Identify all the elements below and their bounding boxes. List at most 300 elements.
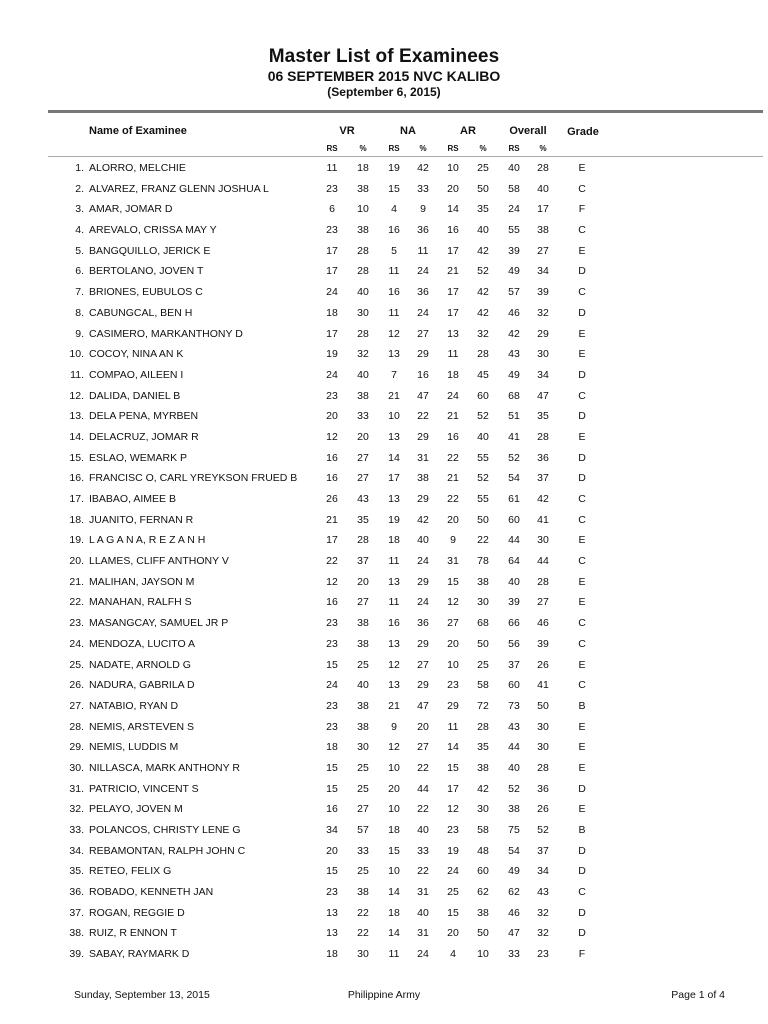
row-number: 35.	[69, 865, 84, 878]
cell-grade: E	[578, 761, 586, 774]
cell-na-rs: 19	[388, 513, 400, 526]
cell-vr-pct: 28	[357, 327, 369, 340]
cell-grade: E	[578, 575, 586, 588]
cell-ov-rs: 39	[508, 244, 520, 257]
cell-grade: D	[578, 451, 586, 464]
cell-ar-pct: 38	[477, 575, 489, 588]
examinee-name: DELA PENA, MYRBEN	[89, 410, 199, 423]
cell-vr-pct: 27	[357, 596, 369, 609]
cell-vr-rs: 34	[326, 824, 338, 836]
cell-vr-pct: 28	[357, 534, 369, 547]
cell-na-pct: 27	[417, 741, 429, 754]
cell-ar-rs: 10	[447, 162, 459, 174]
cell-ar-pct: 45	[477, 368, 489, 381]
row-number: 21.	[69, 575, 84, 588]
footer-page-number: Page 1 of 4	[671, 989, 725, 1001]
cell-ar-rs: 25	[447, 886, 459, 899]
cell-ar-rs: 20	[447, 182, 459, 195]
col-header-name: Name of Examinee	[89, 125, 187, 137]
cell-ar-rs: 21	[447, 265, 459, 278]
cell-ov-rs: 55	[508, 224, 520, 237]
cell-ar-rs: 12	[447, 596, 459, 609]
cell-vr-rs: 23	[326, 886, 338, 899]
cell-ov-pct: 27	[537, 244, 549, 257]
cell-ar-pct: 40	[477, 430, 489, 443]
cell-ar-rs: 31	[447, 555, 459, 568]
cell-ov-pct: 50	[537, 699, 549, 712]
cell-na-rs: 12	[388, 658, 400, 671]
examinee-name: POLANCOS, CHRISTY LENE G	[89, 824, 241, 836]
examinee-name: NILLASCA, MARK ANTHONY R	[89, 761, 240, 774]
examinee-name: RUIZ, R ENNON T	[89, 927, 177, 940]
cell-vr-pct: 38	[357, 699, 369, 712]
examinee-name: BRIONES, EUBULOS C	[89, 286, 203, 299]
col-sub-ov-pct: %	[539, 144, 547, 153]
cell-ar-rs: 15	[447, 575, 459, 588]
examinee-name: BERTOLANO, JOVEN T	[89, 265, 204, 278]
cell-na-rs: 4	[391, 203, 397, 216]
cell-ov-rs: 64	[508, 555, 520, 568]
footer-organization: Philippine Army	[347, 989, 421, 1001]
cell-na-pct: 24	[417, 596, 429, 609]
cell-vr-rs: 15	[326, 658, 338, 671]
cell-grade: E	[578, 596, 586, 609]
row-number: 17.	[69, 493, 84, 505]
cell-ar-rs: 24	[447, 865, 459, 878]
cell-na-rs: 13	[388, 679, 400, 692]
cell-ov-rs: 47	[508, 927, 520, 940]
col-sub-na-pct: %	[419, 144, 427, 153]
cell-na-rs: 15	[388, 182, 400, 195]
cell-ov-pct: 47	[537, 389, 549, 402]
examinee-name: COMPAO, AILEEN I	[89, 368, 184, 381]
cell-grade: E	[578, 348, 586, 361]
cell-vr-pct: 38	[357, 637, 369, 650]
cell-ar-pct: 60	[477, 865, 489, 878]
cell-na-pct: 22	[417, 803, 429, 816]
examinee-name: DELACRUZ, JOMAR R	[89, 430, 199, 443]
cell-ar-pct: 30	[477, 803, 489, 816]
cell-ov-pct: 32	[537, 306, 549, 319]
table-row	[0, 862, 768, 883]
cell-vr-pct: 38	[357, 617, 369, 630]
cell-ov-rs: 43	[508, 720, 520, 733]
cell-na-pct: 24	[417, 948, 429, 961]
cell-ov-rs: 52	[508, 451, 520, 464]
cell-vr-pct: 40	[357, 368, 369, 381]
cell-ov-rs: 39	[508, 596, 520, 609]
cell-na-pct: 29	[417, 575, 429, 588]
cell-ov-rs: 73	[508, 699, 520, 712]
cell-na-pct: 36	[417, 224, 429, 237]
cell-ov-rs: 40	[508, 761, 520, 774]
cell-ar-pct: 22	[477, 534, 489, 547]
cell-ar-pct: 25	[477, 162, 489, 174]
cell-ar-rs: 23	[447, 824, 459, 836]
col-sub-vr-rs: RS	[326, 144, 338, 153]
cell-ov-rs: 44	[508, 741, 520, 754]
cell-ar-rs: 10	[447, 658, 459, 671]
cell-grade: B	[578, 699, 586, 712]
footer-date: Sunday, September 13, 2015	[74, 989, 210, 1001]
examinee-name: PELAYO, JOVEN M	[89, 803, 183, 816]
examinee-name: RETEO, FELIX G	[89, 865, 172, 878]
cell-na-rs: 14	[388, 886, 400, 899]
cell-ar-pct: 30	[477, 596, 489, 609]
row-number: 13.	[69, 410, 84, 423]
cell-vr-rs: 23	[326, 224, 338, 237]
cell-na-pct: 31	[417, 451, 429, 464]
row-number: 36.	[69, 886, 84, 899]
cell-vr-pct: 33	[357, 844, 369, 857]
cell-vr-rs: 23	[326, 699, 338, 712]
cell-na-pct: 9	[420, 203, 426, 216]
cell-ov-pct: 28	[537, 761, 549, 774]
cell-ar-rs: 20	[447, 637, 459, 650]
cell-ov-rs: 49	[508, 865, 520, 878]
row-number: 28.	[69, 720, 84, 733]
cell-vr-pct: 28	[357, 265, 369, 278]
cell-ar-pct: 50	[477, 927, 489, 940]
cell-ov-pct: 39	[537, 286, 549, 299]
cell-na-pct: 33	[417, 844, 429, 857]
row-number: 2.	[75, 182, 84, 195]
col-sub-ar-rs: RS	[447, 144, 459, 153]
cell-grade: C	[578, 224, 586, 237]
cell-na-pct: 47	[417, 389, 429, 402]
cell-vr-rs: 16	[326, 451, 338, 464]
col-sub-ar-pct: %	[479, 144, 487, 153]
col-sub-ov-rs: RS	[508, 144, 520, 153]
examinee-name: NADURA, GABRILA D	[89, 679, 195, 692]
examinee-name: COCOY, NINA AN K	[89, 348, 184, 361]
table-row	[0, 180, 768, 201]
examinee-name: ALORRO, MELCHIE	[89, 162, 186, 174]
cell-ov-pct: 26	[537, 658, 549, 671]
cell-ov-rs: 60	[508, 679, 520, 692]
table-header-divider	[48, 156, 763, 157]
cell-na-pct: 22	[417, 761, 429, 774]
cell-ar-rs: 14	[447, 203, 459, 216]
cell-na-pct: 36	[417, 617, 429, 630]
cell-vr-rs: 24	[326, 368, 338, 381]
cell-na-rs: 13	[388, 575, 400, 588]
table-row	[0, 676, 768, 697]
cell-na-pct: 24	[417, 306, 429, 319]
cell-vr-pct: 43	[357, 493, 369, 505]
cell-ar-rs: 17	[447, 782, 459, 795]
row-number: 8.	[75, 306, 84, 319]
table-row	[0, 304, 768, 325]
cell-vr-rs: 13	[326, 927, 338, 940]
cell-grade: E	[578, 534, 586, 547]
row-number: 37.	[69, 906, 84, 919]
cell-ar-pct: 40	[477, 224, 489, 237]
cell-ar-rs: 22	[447, 493, 459, 505]
cell-ar-pct: 42	[477, 244, 489, 257]
cell-na-pct: 33	[417, 182, 429, 195]
cell-ar-pct: 55	[477, 451, 489, 464]
examinee-name: ESLAO, WEMARK P	[89, 451, 188, 464]
cell-grade: C	[578, 886, 586, 899]
table-row	[0, 469, 768, 490]
cell-grade: E	[578, 720, 586, 733]
cell-ar-pct: 32	[477, 327, 489, 340]
cell-ar-pct: 42	[477, 782, 489, 795]
row-number: 32.	[69, 803, 84, 816]
cell-ov-pct: 39	[537, 637, 549, 650]
cell-grade: E	[578, 658, 586, 671]
cell-na-pct: 24	[417, 265, 429, 278]
cell-ov-pct: 44	[537, 555, 549, 568]
row-number: 4.	[75, 224, 84, 237]
cell-ov-rs: 54	[508, 472, 520, 485]
cell-vr-rs: 17	[326, 265, 338, 278]
cell-vr-rs: 18	[326, 741, 338, 754]
cell-vr-rs: 16	[326, 472, 338, 485]
table-row	[0, 366, 768, 387]
examinee-name: L A G A N A, R E Z A N H	[89, 534, 206, 547]
row-number: 18.	[69, 513, 84, 526]
cell-na-rs: 11	[388, 948, 400, 961]
cell-ov-pct: 34	[537, 368, 549, 381]
cell-grade: D	[578, 906, 586, 919]
examinee-name: AMAR, JOMAR D	[89, 203, 173, 216]
cell-vr-rs: 20	[326, 844, 338, 857]
row-number: 34.	[69, 844, 84, 857]
table-row	[0, 159, 768, 180]
table-row	[0, 345, 768, 366]
cell-na-pct: 11	[417, 244, 429, 257]
cell-ov-rs: 43	[508, 348, 520, 361]
cell-ar-rs: 17	[447, 286, 459, 299]
row-number: 19.	[69, 534, 84, 547]
cell-ar-rs: 24	[447, 389, 459, 402]
row-number: 15.	[69, 451, 84, 464]
table-row	[0, 325, 768, 346]
cell-ar-rs: 20	[447, 927, 459, 940]
cell-na-rs: 18	[388, 906, 400, 919]
cell-ar-rs: 17	[447, 244, 459, 257]
examinee-name: SABAY, RAYMARK D	[89, 948, 190, 961]
cell-ov-rs: 75	[508, 824, 520, 836]
row-number: 7.	[75, 286, 84, 299]
cell-vr-rs: 16	[326, 803, 338, 816]
cell-vr-pct: 25	[357, 782, 369, 795]
cell-grade: D	[578, 368, 586, 381]
cell-ar-pct: 35	[477, 203, 489, 216]
cell-na-rs: 16	[388, 286, 400, 299]
table-row	[0, 283, 768, 304]
row-number: 11.	[70, 368, 84, 381]
cell-na-pct: 31	[417, 927, 429, 940]
cell-grade: C	[578, 389, 586, 402]
row-number: 9.	[75, 327, 84, 340]
cell-ar-pct: 50	[477, 637, 489, 650]
cell-na-rs: 14	[388, 927, 400, 940]
cell-na-pct: 24	[417, 555, 429, 568]
cell-ov-pct: 42	[537, 493, 549, 505]
examinee-name: DALIDA, DANIEL B	[89, 389, 181, 402]
cell-ov-pct: 41	[537, 679, 549, 692]
cell-na-rs: 10	[388, 865, 400, 878]
cell-ov-pct: 37	[537, 844, 549, 857]
cell-vr-pct: 38	[357, 389, 369, 402]
cell-ar-pct: 10	[477, 948, 489, 961]
examinee-name: AREVALO, CRISSA MAY Y	[89, 224, 217, 237]
table-row	[0, 842, 768, 863]
cell-ov-rs: 66	[508, 617, 520, 630]
cell-grade: C	[578, 679, 586, 692]
table-row	[0, 593, 768, 614]
cell-grade: C	[578, 555, 586, 568]
examinee-name: MANAHAN, RALFH S	[89, 596, 192, 609]
cell-ar-rs: 16	[447, 224, 459, 237]
cell-grade: E	[578, 430, 586, 443]
table-row	[0, 490, 768, 511]
cell-ar-pct: 42	[477, 286, 489, 299]
cell-vr-pct: 28	[357, 244, 369, 257]
row-number: 27.	[69, 699, 84, 712]
cell-ov-pct: 28	[537, 162, 549, 174]
cell-ov-pct: 30	[537, 741, 549, 754]
table-row	[0, 407, 768, 428]
cell-ar-rs: 12	[447, 803, 459, 816]
cell-grade: F	[578, 948, 586, 961]
cell-vr-pct: 32	[357, 348, 369, 361]
cell-vr-pct: 27	[357, 472, 369, 485]
cell-vr-rs: 20	[326, 410, 338, 423]
cell-ar-pct: 35	[477, 741, 489, 754]
cell-ov-rs: 44	[508, 534, 520, 547]
cell-ar-pct: 58	[477, 824, 489, 836]
cell-na-pct: 29	[417, 679, 429, 692]
cell-grade: E	[578, 741, 586, 754]
cell-vr-rs: 23	[326, 720, 338, 733]
cell-ov-pct: 36	[537, 782, 549, 795]
table-row	[0, 759, 768, 780]
table-row	[0, 221, 768, 242]
row-number: 38.	[69, 927, 84, 940]
examinee-name: CASIMERO, MARKANTHONY D	[89, 327, 243, 340]
cell-grade: D	[578, 927, 586, 940]
cell-vr-pct: 18	[357, 162, 369, 174]
cell-ar-pct: 50	[477, 513, 489, 526]
cell-vr-pct: 25	[357, 658, 369, 671]
cell-ar-rs: 13	[447, 327, 459, 340]
cell-ov-rs: 61	[508, 493, 520, 505]
examinee-name: NEMIS, ARSTEVEN S	[89, 720, 195, 733]
cell-na-pct: 42	[417, 162, 429, 174]
cell-na-pct: 22	[417, 410, 429, 423]
cell-vr-pct: 30	[357, 741, 369, 754]
cell-ar-pct: 28	[477, 348, 489, 361]
cell-ar-pct: 55	[477, 493, 489, 505]
examinee-name: ROGAN, REGGIE D	[89, 906, 185, 919]
cell-na-rs: 20	[388, 782, 400, 795]
cell-na-pct: 40	[417, 534, 429, 547]
cell-vr-rs: 18	[326, 306, 338, 319]
examinee-name: MENDOZA, LUCITO A	[89, 637, 195, 650]
cell-vr-pct: 57	[357, 824, 369, 836]
cell-grade: B	[578, 824, 586, 836]
cell-vr-rs: 15	[326, 761, 338, 774]
cell-na-pct: 38	[417, 472, 429, 485]
cell-ov-pct: 26	[537, 803, 549, 816]
cell-ov-rs: 38	[508, 803, 520, 816]
cell-na-rs: 18	[388, 534, 400, 547]
cell-ov-pct: 35	[537, 410, 549, 423]
examinee-name: ROBADO, KENNETH JAN	[89, 886, 214, 899]
cell-ov-rs: 41	[508, 430, 520, 443]
cell-vr-rs: 23	[326, 637, 338, 650]
cell-ar-rs: 22	[447, 451, 459, 464]
cell-vr-pct: 20	[357, 575, 369, 588]
cell-vr-pct: 33	[357, 410, 369, 423]
cell-ar-pct: 68	[477, 617, 489, 630]
row-number: 25.	[69, 658, 84, 671]
cell-vr-pct: 38	[357, 224, 369, 237]
cell-vr-pct: 30	[357, 948, 369, 961]
col-header-na: NA	[400, 125, 416, 137]
table-row	[0, 904, 768, 925]
cell-ar-pct: 50	[477, 182, 489, 195]
cell-ar-rs: 21	[447, 472, 459, 485]
cell-ov-pct: 30	[537, 534, 549, 547]
cell-ar-rs: 15	[447, 906, 459, 919]
cell-grade: D	[578, 472, 586, 485]
table-row	[0, 262, 768, 283]
cell-na-rs: 18	[388, 824, 400, 836]
cell-na-pct: 40	[417, 824, 429, 836]
table-row	[0, 883, 768, 904]
cell-ar-rs: 11	[447, 348, 459, 361]
cell-vr-pct: 22	[357, 906, 369, 919]
cell-na-rs: 21	[388, 389, 400, 402]
row-number: 31.	[69, 782, 84, 795]
cell-ov-pct: 23	[537, 948, 549, 961]
cell-grade: C	[578, 182, 586, 195]
cell-ov-rs: 57	[508, 286, 520, 299]
cell-ar-pct: 48	[477, 844, 489, 857]
cell-grade: C	[578, 617, 586, 630]
cell-ov-pct: 38	[537, 224, 549, 237]
cell-ar-pct: 38	[477, 761, 489, 774]
cell-grade: F	[578, 203, 586, 216]
cell-ar-rs: 20	[447, 513, 459, 526]
cell-vr-rs: 23	[326, 617, 338, 630]
cell-grade: C	[578, 637, 586, 650]
examinee-table-body	[0, 159, 768, 966]
cell-na-rs: 13	[388, 493, 400, 505]
cell-ar-rs: 11	[447, 720, 459, 733]
cell-ov-pct: 34	[537, 265, 549, 278]
table-row	[0, 924, 768, 945]
table-row	[0, 800, 768, 821]
cell-ov-rs: 49	[508, 368, 520, 381]
table-row	[0, 945, 768, 966]
cell-ar-rs: 9	[450, 534, 456, 547]
cell-grade: C	[578, 513, 586, 526]
cell-ov-pct: 28	[537, 430, 549, 443]
cell-vr-pct: 35	[357, 513, 369, 526]
examinee-name: LLAMES, CLIFF ANTHONY V	[89, 555, 229, 568]
cell-vr-rs: 23	[326, 182, 338, 195]
cell-vr-rs: 21	[326, 513, 338, 526]
cell-ov-rs: 24	[508, 203, 520, 216]
cell-ar-pct: 25	[477, 658, 489, 671]
cell-ov-pct: 30	[537, 348, 549, 361]
